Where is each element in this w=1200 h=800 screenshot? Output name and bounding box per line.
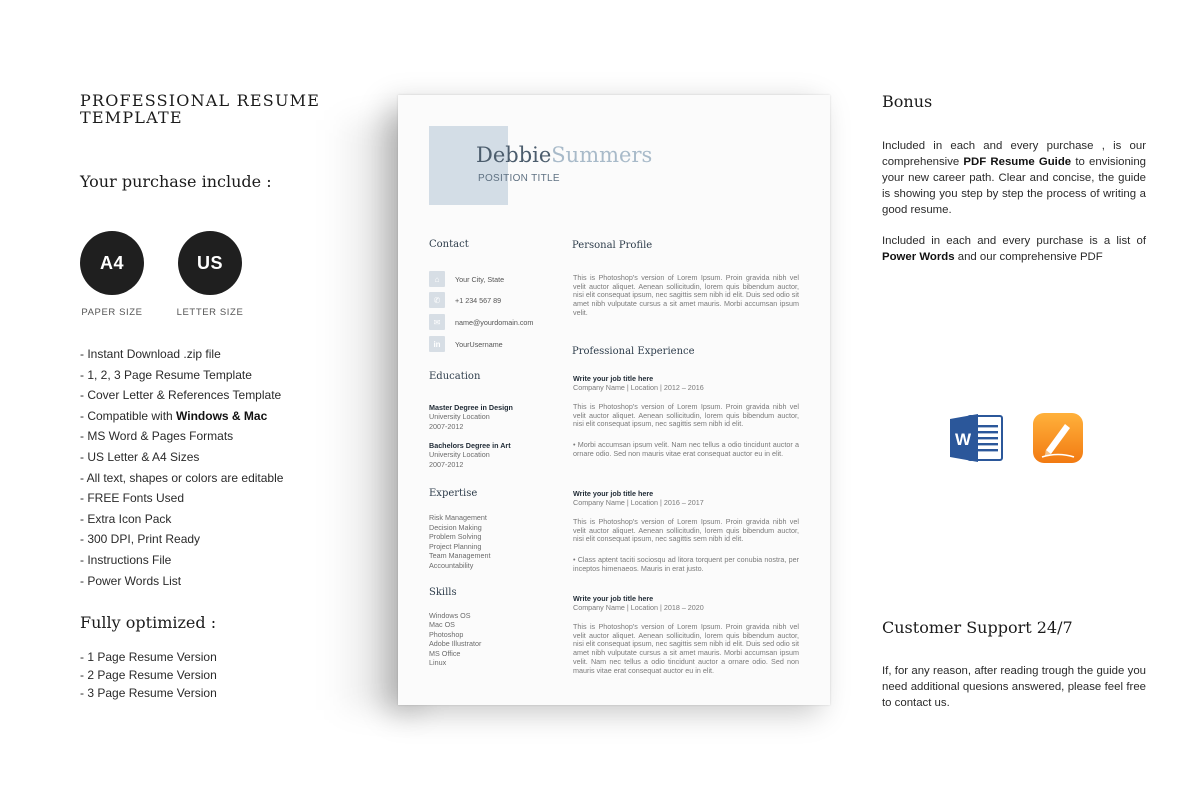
bonus-paragraph-1: Included in each and every purchase , is our comprehensive PDF Resume Guide to envisioning your new career path. Clear and concise, the guide is showing you step by step the process of writing a good resume. bbox=[882, 140, 1146, 216]
support-section bbox=[882, 618, 1146, 711]
expertise-item: Project Planning bbox=[429, 542, 482, 551]
feature-item: - All text, shapes or colors are editable bbox=[80, 470, 284, 485]
version-item: - 3 Page Resume Version bbox=[80, 686, 217, 701]
degree-title: Master Degree in Design bbox=[429, 403, 513, 412]
skills-heading: Skills bbox=[429, 587, 457, 598]
feature-item: - 300 DPI, Print Ready bbox=[80, 532, 201, 547]
job-company: Company Name | Location | 2018 – 2020 bbox=[573, 603, 704, 612]
job-title: Write your job title here bbox=[573, 374, 654, 383]
linkedin-icon: in bbox=[429, 336, 445, 352]
job-description: This is Photoshop's version of Lorem Ipsum. Proin gravida nibh vel velit auctor aliquet. Aenean sollicitudin, lorem quis bibendum auctor, nisi elit consequat ipsum, nec sagittis sem nibh id elit. Duis sed odio sit amet nibh vulputate cursus a sit amet mauris. Morbi accumsan ipsum velit. Nam nec tellus a odio tincidunt auctor a ornare odio. Sed non mauris vitae erat consequat auctor eu in elit. bbox=[573, 622, 799, 675]
skill-item: MS Office bbox=[429, 649, 461, 658]
resume-name bbox=[476, 143, 652, 167]
profile-heading: Personal Profile bbox=[572, 240, 653, 251]
contact-username: YourUsername bbox=[455, 340, 503, 349]
badge-us bbox=[178, 231, 242, 318]
job-description: This is Photoshop's version of Lorem Ipsum. Proin gravida nibh vel velit auctor aliquet. Aenean sollicitudin, lorem quis bibendum auctor, nisi elit consequat ipsum, nec sagittis sem nibh id elit. bbox=[573, 517, 799, 544]
badge-us-circle: US bbox=[178, 231, 242, 295]
support-heading: Customer Support 24/7 bbox=[882, 618, 1073, 637]
home-icon: ⌂ bbox=[429, 271, 445, 287]
badge-a4 bbox=[80, 231, 144, 318]
expertise-item: Accountability bbox=[429, 561, 474, 570]
skill-item: Photoshop bbox=[429, 630, 464, 639]
skill-item: Mac OS bbox=[429, 620, 455, 629]
phone-icon: ✆ bbox=[429, 292, 445, 308]
contact-heading: Contact bbox=[429, 239, 469, 250]
expertise-item: Problem Solving bbox=[429, 532, 482, 541]
feature-item: - FREE Fonts Used bbox=[80, 491, 185, 506]
expertise-item: Team Management bbox=[429, 551, 491, 560]
feature-item: - Instant Download .zip file bbox=[80, 347, 221, 361]
skill-item: Windows OS bbox=[429, 611, 471, 620]
size-badges bbox=[80, 231, 360, 318]
feature-item: - Cover Letter & References Template bbox=[80, 388, 282, 403]
job-bullet: • Morbi accumsan ipsum velit. Nam nec tellus a odio tincidunt auctor a ornare odio. Sed non mauris vitae erat consequat auctor eu in elit. bbox=[573, 440, 799, 458]
expertise-item: Decision Making bbox=[429, 523, 482, 532]
apple-pages-icon bbox=[1032, 412, 1084, 464]
version-item: - 1 Page Resume Version bbox=[80, 650, 217, 665]
job-company: Company Name | Location | 2012 – 2016 bbox=[573, 383, 704, 392]
job-title: Write your job title here bbox=[573, 594, 654, 603]
last-name: Summers bbox=[551, 143, 653, 167]
degree-years: 2007-2012 bbox=[429, 460, 464, 469]
version-item: - 2 Page Resume Version bbox=[80, 668, 217, 683]
contact-city: Your City, State bbox=[455, 275, 505, 284]
bonus-paragraph-2: Included in each and every purchase is a list of Power Words and our comprehensive PDF bbox=[882, 235, 1146, 263]
feature-item: - Extra Icon Pack bbox=[80, 511, 172, 526]
version-list bbox=[80, 648, 360, 702]
job-bullet: • Class aptent taciti sociosqu ad litora torquent per conubia nostra, per inceptos himenaeos. Mauris in erat justo. bbox=[573, 555, 799, 573]
job-description: This is Photoshop's version of Lorem Ipsum. Proin gravida nibh vel velit auctor aliquet. Aenean sollicitudin, lorem quis bibendum auctor, nisi elit consequat ipsum, nec sagittis sem nibh id elit. bbox=[573, 402, 799, 429]
feature-item: - Power Words List bbox=[80, 573, 182, 588]
feature-item: - MS Word & Pages Formats bbox=[80, 429, 234, 444]
mail-icon: ✉ bbox=[429, 314, 445, 330]
first-name: Debbie bbox=[476, 143, 552, 167]
badge-a4-caption: PAPER SIZE bbox=[81, 307, 143, 318]
job-title: Write your job title here bbox=[573, 489, 654, 498]
degree-title: Bachelors Degree in Art bbox=[429, 441, 511, 450]
contact-phone: +1 234 567 89 bbox=[455, 296, 502, 305]
product-title: PROFESSIONAL RESUME TEMPLATE bbox=[80, 91, 321, 127]
svg-text:W: W bbox=[954, 430, 972, 449]
resume-page bbox=[398, 95, 830, 705]
job-company: Company Name | Location | 2016 – 2017 bbox=[573, 498, 704, 507]
feature-item: - Compatible with Windows & Mac bbox=[80, 408, 268, 423]
feature-item: - 1, 2, 3 Page Resume Template bbox=[80, 367, 252, 382]
education-heading: Education bbox=[429, 371, 481, 382]
feature-item: - US Letter & A4 Sizes bbox=[80, 449, 200, 464]
skill-item: Linux bbox=[429, 658, 447, 667]
degree-years: 2007-2012 bbox=[429, 422, 464, 431]
degree-school: University Location bbox=[429, 412, 490, 421]
right-column bbox=[882, 92, 1146, 265]
expertise-heading: Expertise bbox=[429, 488, 478, 499]
badge-us-caption: LETTER SIZE bbox=[176, 307, 244, 318]
ms-word-icon bbox=[950, 413, 1002, 465]
degree-school: University Location bbox=[429, 450, 490, 459]
experience-heading: Professional Experience bbox=[572, 346, 695, 357]
position-title: POSITION TITLE bbox=[478, 173, 560, 184]
expertise-item: Risk Management bbox=[429, 513, 487, 522]
optimized-heading: Fully optimized : bbox=[80, 613, 217, 633]
feature-item: - Instructions File bbox=[80, 552, 172, 567]
left-column bbox=[80, 92, 360, 702]
bonus-heading: Bonus bbox=[882, 92, 933, 111]
purchase-heading: Your purchase include : bbox=[80, 172, 272, 191]
profile-text: This is Photoshop's version of Lorem Ipsum. Proin gravida nibh vel velit auctor aliquet. Aenean sollicitudin, lorem quis bibendum auctor, nisi elit consequat ipsum, nec sagittis sem nibh id elit. Duis sed odio sit amet nibh vulputate cursus a sit amet mauris. Morbi accumsan ipsum velit. bbox=[573, 273, 799, 317]
badge-a4-circle: A4 bbox=[80, 231, 144, 295]
skill-item: Adobe Illustrator bbox=[429, 639, 482, 648]
contact-email: name@yourdomain.com bbox=[455, 318, 534, 327]
feature-list bbox=[80, 344, 360, 591]
support-text: If, for any reason, after reading trough the guide you need additional quesions answered, please feel free to contact us. bbox=[882, 665, 1146, 709]
